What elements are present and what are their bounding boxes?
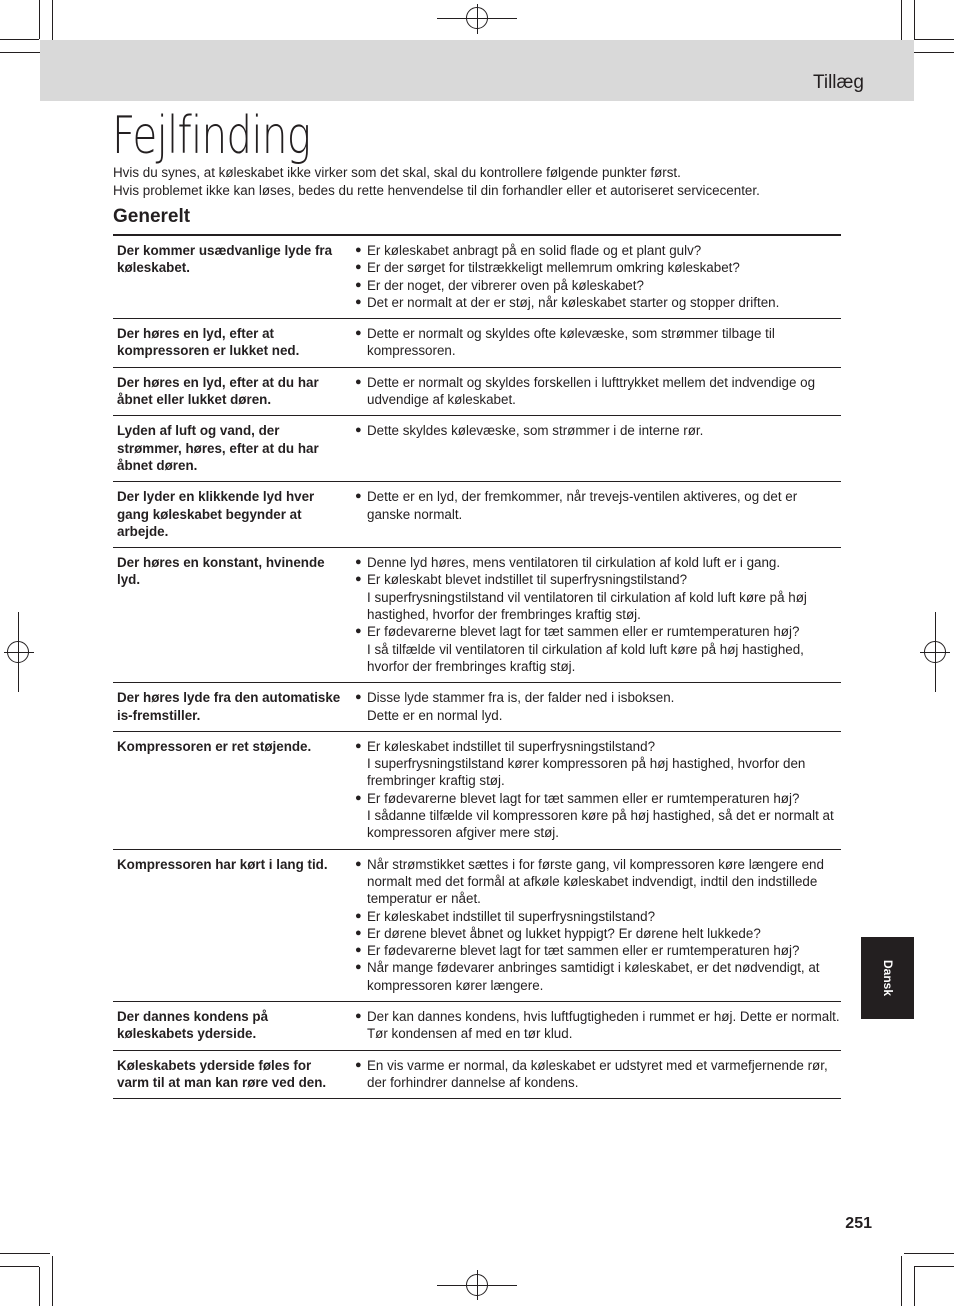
solution-item bbox=[355, 959, 841, 994]
bullet-icon: ● bbox=[355, 909, 362, 922]
table-row bbox=[113, 850, 841, 1002]
bullet-icon: ● bbox=[355, 791, 362, 804]
solution-item bbox=[355, 277, 841, 294]
bullet-icon: ● bbox=[355, 556, 362, 569]
solution-text: Dette er normalt og skyldes ofte kølevæske, som strømmer tilbage til kompressoren. bbox=[367, 326, 775, 359]
solution-item bbox=[355, 689, 841, 724]
page-title: Fejlfinding bbox=[112, 106, 311, 166]
table-row bbox=[113, 548, 841, 683]
solution-item bbox=[355, 325, 841, 360]
table-row bbox=[113, 732, 841, 850]
solution-text: Disse lyde stammer fra is, der falder ned i isboksen. Dette er en normal lyd. bbox=[367, 690, 675, 723]
solution-item bbox=[355, 294, 841, 311]
solution-text: Er fødevarerne blevet lagt for tæt sammen eller er rumtemperaturen høj? I så tilfælde vil ventilatoren til cirkulation af kold luft køre på høj hastighed, hvorfor der frembringes kraftig støj. bbox=[367, 624, 804, 674]
solution-item bbox=[355, 571, 841, 623]
solution-cell bbox=[355, 422, 841, 474]
solution-text: Er køleskabet indstillet til superfrysningstilstand? bbox=[367, 908, 656, 924]
bullet-icon: ● bbox=[355, 1009, 362, 1022]
bullet-icon: ● bbox=[355, 1058, 362, 1071]
problem-cell: Lyden af luft og vand, der strømmer, høres, efter at du har åbnet døren. bbox=[117, 423, 319, 473]
bullet-icon: ● bbox=[355, 490, 362, 503]
solution-cell bbox=[355, 689, 841, 724]
table-row bbox=[113, 482, 841, 548]
solution-text: Er der sørget for tilstrækkeligt mellemrum omkring køleskabet? bbox=[367, 260, 740, 276]
table-row bbox=[113, 1051, 841, 1100]
solution-text: Er køleskabt blevet indstillet til superfrysningstilstand? I superfrysningstilstand vil ventilatoren til cirkulation af kold luft køre på høj hastighed, hvorfor der frembringes kraftig støj. bbox=[367, 572, 807, 623]
solution-item bbox=[355, 908, 841, 925]
solution-item bbox=[355, 242, 841, 259]
bullet-icon: ● bbox=[355, 295, 362, 308]
bullet-icon: ● bbox=[355, 244, 362, 256]
solution-text: Når mange fødevarer anbringes samtidigt i køleskabet, er det nødvendigt, at kompressoren kører længere. bbox=[367, 960, 820, 993]
solution-text: Når strømstikket sættes i for første gang, vil kompressoren køre længere end normalt med det formål at afkøle køleskabet indvendigt, indtil den indstillede temperatur er nået. bbox=[367, 856, 824, 907]
bullet-icon: ● bbox=[355, 691, 362, 704]
solution-item bbox=[355, 554, 841, 571]
solution-text: Er køleskabet indstillet til superfrysningstilstand? I superfrysningstilstand kører kompressoren på høj hastighed, hvorfor den frembringer kraftig støj. bbox=[367, 738, 806, 789]
solution-cell bbox=[355, 738, 841, 842]
solution-cell bbox=[355, 554, 841, 675]
solution-cell bbox=[355, 374, 841, 409]
table-row bbox=[113, 236, 841, 319]
solution-cell bbox=[355, 1008, 841, 1043]
problem-cell: Der høres en lyd, efter at du har åbnet eller lukket døren. bbox=[117, 374, 319, 408]
problem-cell: Der kommer usædvanlige lyde fra køleskabet. bbox=[117, 243, 333, 276]
language-tab-label: Dansk bbox=[880, 959, 895, 997]
solution-item bbox=[355, 925, 841, 942]
bullet-icon: ● bbox=[355, 857, 362, 870]
bullet-icon: ● bbox=[355, 739, 362, 752]
intro-text bbox=[113, 164, 760, 200]
problem-cell: Der dannes kondens på køleskabets yderside. bbox=[117, 1008, 269, 1042]
table-row bbox=[113, 319, 841, 368]
table-row bbox=[113, 1002, 841, 1051]
problem-cell: Køleskabets yderside føles for varm til at man kan røre ved den. bbox=[117, 1057, 327, 1090]
table-row bbox=[113, 683, 841, 732]
bullet-icon: ● bbox=[355, 961, 362, 974]
solution-text: En vis varme er normal, da køleskabet er udstyret med et varmefjernende rør, der forhindrer dannelse af kondens. bbox=[367, 1057, 828, 1090]
bullet-icon: ● bbox=[355, 944, 362, 957]
solution-item bbox=[355, 942, 841, 959]
problem-cell: Der høres en lyd, efter at kompressoren er lukket ned. bbox=[117, 326, 300, 359]
problem-cell: Der høres en konstant, hvinende lyd. bbox=[117, 555, 325, 588]
solution-cell bbox=[355, 325, 841, 360]
solution-item bbox=[355, 422, 841, 439]
solution-cell bbox=[355, 488, 841, 540]
solution-text: Er der noget, der vibrerer oven på køleskabet? bbox=[367, 277, 644, 293]
solution-text: Er køleskabet anbragt på en solid flade og et plant gulv? bbox=[367, 243, 702, 258]
problem-cell: Kompressoren har kørt i lang tid. bbox=[117, 856, 328, 872]
problem-cell: Der høres lyde fra den automatiske is-fremstiller. bbox=[117, 690, 341, 723]
solution-item bbox=[355, 1057, 841, 1092]
solution-cell bbox=[355, 1057, 841, 1092]
table-row bbox=[113, 368, 841, 417]
header-band bbox=[40, 40, 914, 101]
intro-line: Hvis du synes, at køleskabet ikke virker som det skal, skal du kontrollere følgende punkter først. bbox=[113, 165, 681, 180]
bullet-icon: ● bbox=[355, 375, 362, 388]
solution-item bbox=[355, 374, 841, 409]
solution-item bbox=[355, 623, 841, 675]
page-number: 251 bbox=[845, 1215, 872, 1232]
table-row bbox=[113, 416, 841, 482]
solution-item bbox=[355, 488, 841, 523]
language-tab bbox=[861, 937, 914, 1019]
problem-cell: Der lyder en klikkende lyd hver gang køleskabet begynder at arbejde. bbox=[117, 489, 315, 539]
solution-text: Det er normalt at der er støj, når køleskabet starter og stopper driften. bbox=[367, 294, 780, 310]
solution-item bbox=[355, 1008, 841, 1043]
bullet-icon: ● bbox=[355, 261, 362, 274]
solution-text: Denne lyd høres, mens ventilatoren til cirkulation af kold luft er i gang. bbox=[367, 555, 781, 571]
solution-item bbox=[355, 856, 841, 908]
bullet-icon: ● bbox=[355, 327, 362, 340]
solution-text: Dette er en lyd, der fremkommer, når trevejs-ventilen aktiveres, og det er ganske normalt. bbox=[367, 489, 798, 522]
bullet-icon: ● bbox=[355, 424, 362, 437]
problem-cell: Kompressoren er ret støjende. bbox=[117, 738, 312, 754]
bullet-icon: ● bbox=[355, 625, 362, 638]
bullet-icon: ● bbox=[355, 573, 362, 586]
solution-cell bbox=[355, 856, 841, 994]
solution-text: Dette er normalt og skyldes forskellen i lufttrykket mellem det indvendige og udvendige af køleskabet. bbox=[367, 374, 816, 408]
troubleshooting-table bbox=[113, 234, 841, 1099]
section-label: Tillæg bbox=[812, 72, 864, 93]
solution-item bbox=[355, 790, 841, 842]
solution-text: Der kan dannes kondens, hvis luftfugtigheden i rummet er høj. Dette er normalt. Tør kondensen af med en tør klud. bbox=[367, 1008, 840, 1042]
solution-text: Er dørene blevet åbnet og lukket hyppigt? Er dørene helt lukkede? bbox=[367, 925, 761, 941]
section-heading: Generelt bbox=[113, 206, 191, 227]
bullet-icon: ● bbox=[355, 278, 362, 291]
intro-line: Hvis problemet ikke kan løses, bedes du rette henvendelse til din forhandler eller et autoriseret servicecenter. bbox=[113, 183, 760, 198]
solution-text: Er fødevarerne blevet lagt for tæt sammen eller er rumtemperaturen høj? bbox=[367, 943, 800, 959]
solution-item bbox=[355, 738, 841, 790]
solution-text: Er fødevarerne blevet lagt for tæt sammen eller er rumtemperaturen høj? I sådanne tilfælde vil kompressoren køre på høj hastighed, så det er normalt at kompressoren afgiver mere støj. bbox=[367, 790, 834, 841]
bullet-icon: ● bbox=[355, 926, 362, 939]
solution-text: Dette skyldes kølevæske, som strømmer i de interne rør. bbox=[367, 423, 704, 439]
solution-cell bbox=[355, 242, 841, 311]
solution-item bbox=[355, 259, 841, 276]
